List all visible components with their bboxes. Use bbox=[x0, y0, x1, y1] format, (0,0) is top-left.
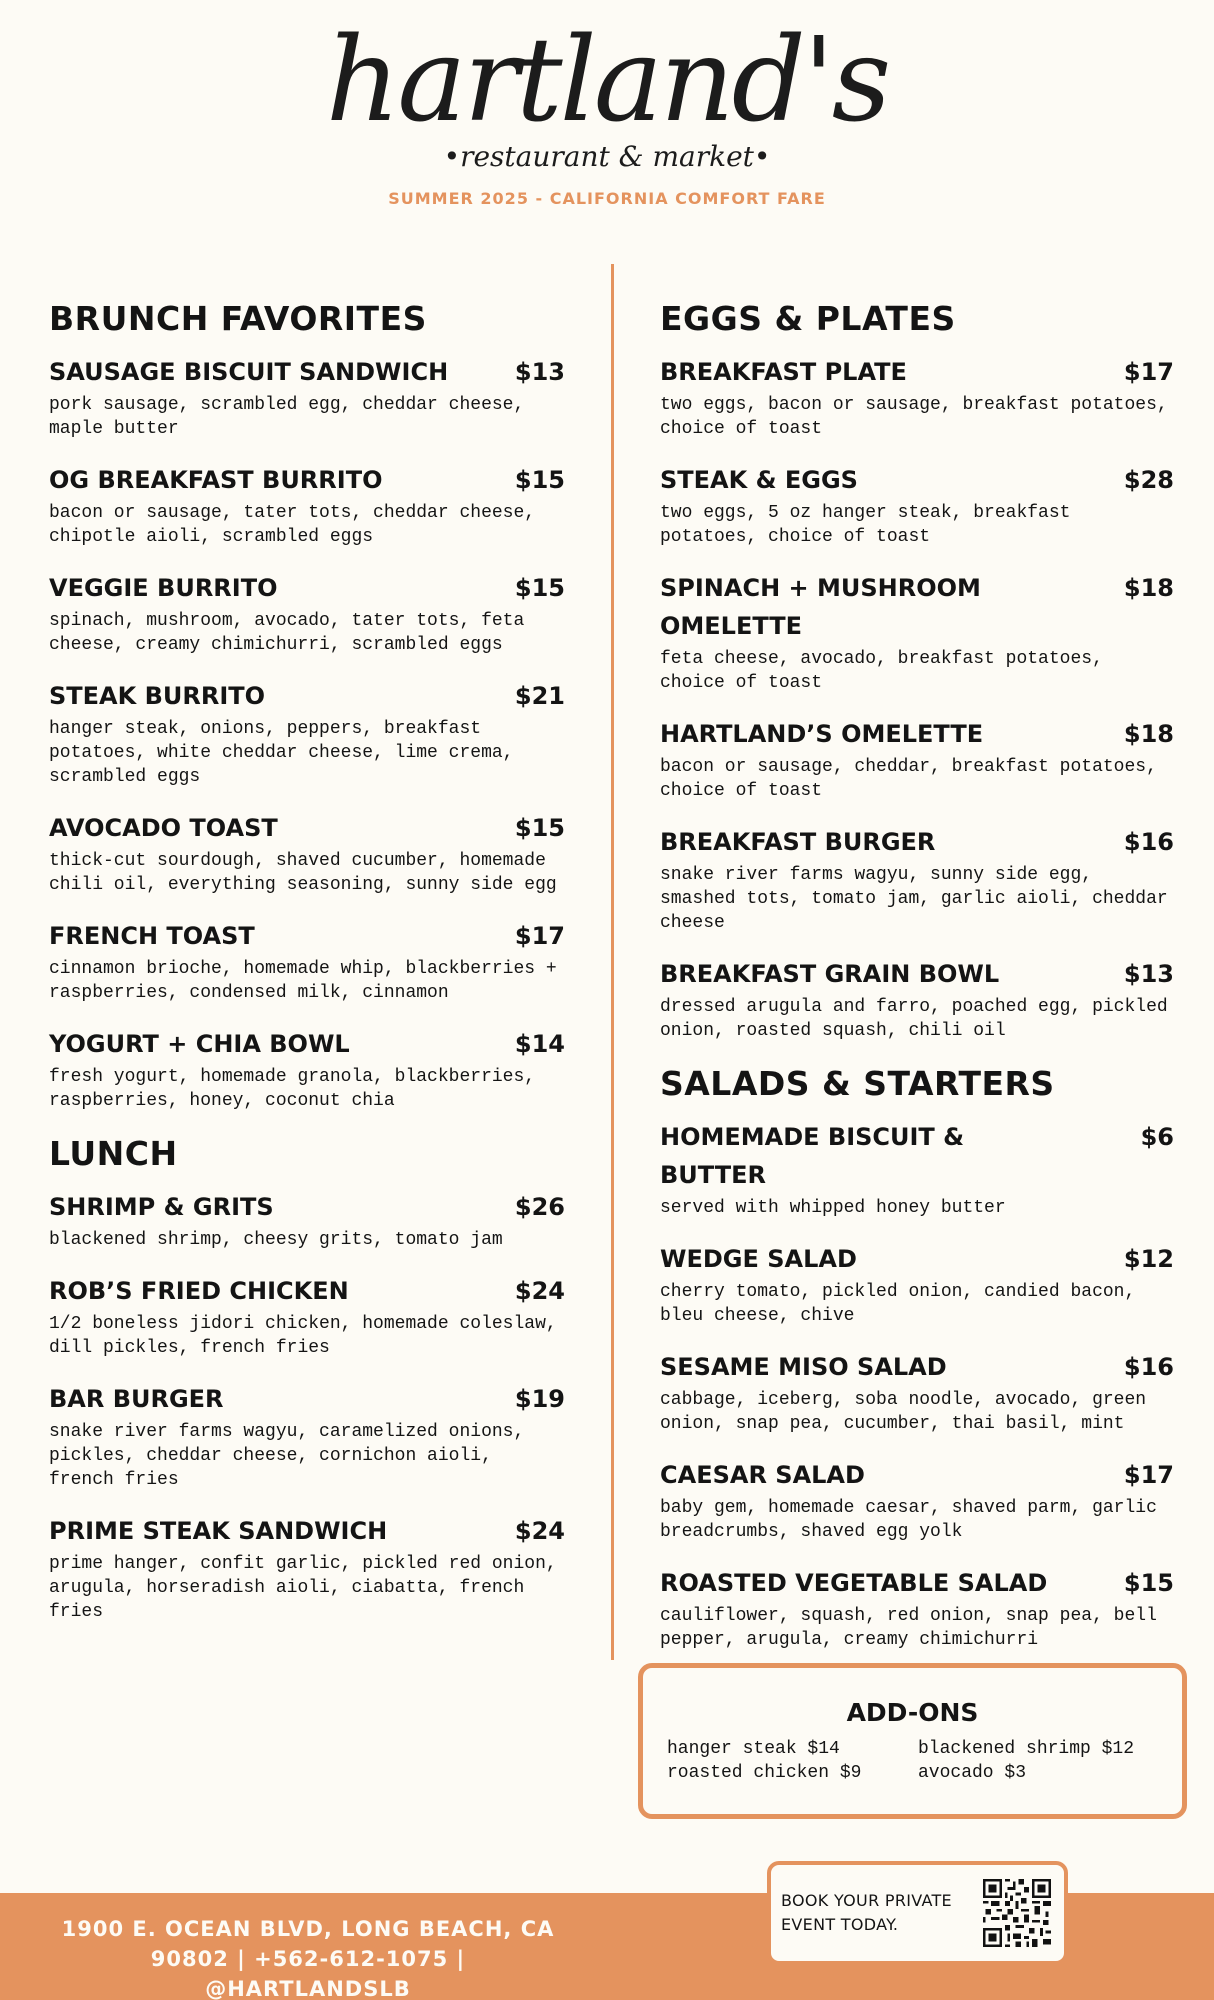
menu-item-header bbox=[660, 1456, 1174, 1494]
section-title-eggs: EGGS & PLATES bbox=[660, 299, 956, 338]
menu-item-price: $21 bbox=[514, 681, 565, 710]
menu-item-description: pork sausage, scrambled egg, cheddar cheese, maple butter bbox=[49, 394, 525, 439]
menu-item-price: $19 bbox=[514, 1384, 565, 1413]
menu-item bbox=[49, 1188, 565, 1252]
menu-item-name: BREAKFAST PLATE bbox=[660, 357, 907, 386]
salads-items bbox=[660, 1118, 1174, 1652]
menu-item-header bbox=[660, 715, 1174, 753]
addons-list bbox=[667, 1737, 1182, 1785]
menu-item-description: cabbage, iceberg, soba noodle, avocado, green onion, snap pea, cucumber, thai basil, mint bbox=[660, 1389, 1147, 1434]
menu-item-description: prime hanger, confit garlic, pickled red onion, arugula, horseradish aioli, ciabatta, french fries bbox=[49, 1553, 557, 1622]
menu-item-name: OG BREAKFAST BURRITO bbox=[49, 465, 383, 494]
section-title-lunch: LUNCH bbox=[49, 1133, 178, 1173]
qr-code-icon[interactable] bbox=[983, 1879, 1051, 1947]
menu-item-description: 1/2 boneless jidori chicken, homemade coleslaw, dill pickles, french fries bbox=[49, 1313, 557, 1358]
menu-item-description: blackened shrimp, cheesy grits, tomato jam bbox=[49, 1229, 503, 1250]
brunch-items bbox=[49, 353, 565, 1113]
menu-item-description: two eggs, bacon or sausage, breakfast potatoes, choice of toast bbox=[660, 394, 1168, 439]
column-divider bbox=[611, 264, 614, 1660]
section-title-brunch: BRUNCH FAVORITES bbox=[49, 299, 427, 338]
menu-item-name: ROB’S FRIED CHICKEN bbox=[49, 1276, 349, 1305]
menu-item bbox=[660, 715, 1174, 803]
menu-item-description: bacon or sausage, tater tots, cheddar cheese, chipotle aioli, scrambled eggs bbox=[49, 502, 536, 547]
brand-header bbox=[0, 13, 1214, 208]
addons-title: ADD-ONS bbox=[846, 1698, 979, 1727]
book-line-2: EVENT TODAY. bbox=[781, 1915, 899, 1934]
menu-item bbox=[49, 461, 565, 549]
menu-item-description: baby gem, homemade caesar, shaved parm, garlic breadcrumbs, shaved egg yolk bbox=[660, 1497, 1157, 1542]
menu-item-name: FRENCH TOAST bbox=[49, 921, 255, 950]
menu-item-price: $18 bbox=[1123, 719, 1174, 748]
menu-item bbox=[660, 569, 1174, 695]
menu-item-description: snake river farms wagyu, sunny side egg, smashed tots, tomato jam, garlic aioli, cheddar cheese bbox=[660, 864, 1168, 933]
right-column bbox=[660, 298, 1174, 1672]
menu-item bbox=[49, 1380, 565, 1492]
menu-item-header bbox=[49, 1380, 565, 1418]
menu-item-name: PRIME STEAK SANDWICH bbox=[49, 1516, 388, 1545]
menu-item-name: BREAKFAST BURGER bbox=[660, 827, 936, 856]
menu-item-description: hanger steak, onions, peppers, breakfast potatoes, white cheddar cheese, lime crema, scrambled eggs bbox=[49, 718, 514, 787]
lunch-items bbox=[49, 1188, 565, 1624]
menu-item bbox=[660, 353, 1174, 441]
menu-item bbox=[49, 353, 565, 441]
menu-item bbox=[660, 1348, 1174, 1436]
menu-item-price: $26 bbox=[514, 1192, 565, 1221]
menu-item-name: STEAK BURRITO bbox=[49, 681, 266, 710]
private-event-text bbox=[781, 1889, 971, 1937]
menu-item-price: $6 bbox=[1140, 1122, 1174, 1151]
menu-item bbox=[660, 1456, 1174, 1544]
menu-item-header bbox=[660, 1564, 1174, 1602]
menu-item-price: $12 bbox=[1123, 1244, 1174, 1273]
menu-item-price: $24 bbox=[514, 1276, 565, 1305]
menu-item-header bbox=[660, 1118, 1174, 1194]
menu-item-header bbox=[49, 1272, 565, 1310]
menu-item-price: $15 bbox=[514, 573, 565, 602]
menu-item-header bbox=[660, 461, 1174, 499]
menu-item-description: served with whipped honey butter bbox=[660, 1197, 1006, 1218]
eggs-items bbox=[660, 353, 1174, 1043]
menu-item-description: dressed arugula and farro, poached egg, pickled onion, roasted squash, chili oil bbox=[660, 996, 1168, 1041]
menu-item bbox=[49, 1272, 565, 1360]
menu-item bbox=[49, 917, 565, 1005]
menu-item bbox=[660, 823, 1174, 935]
menu-item-header bbox=[49, 1188, 565, 1226]
menu-item-header bbox=[49, 1025, 565, 1063]
menu-item-description: two eggs, 5 oz hanger steak, breakfast potatoes, choice of toast bbox=[660, 502, 1071, 547]
menu-item-price: $13 bbox=[1123, 959, 1174, 988]
menu-item-header bbox=[660, 353, 1174, 391]
menu-item-price: $18 bbox=[1123, 573, 1174, 602]
menu-item-description: cinnamon brioche, homemade whip, blackberries + raspberries, condensed milk, cinnamon bbox=[49, 958, 557, 1003]
menu-item-header bbox=[660, 1240, 1174, 1278]
menu-item-header bbox=[660, 569, 1174, 645]
menu-item-description: fresh yogurt, homemade granola, blackberries, raspberries, honey, coconut chia bbox=[49, 1066, 536, 1111]
menu-item-price: $15 bbox=[1123, 1568, 1174, 1597]
menu-item bbox=[49, 569, 565, 657]
left-column bbox=[49, 298, 565, 1644]
menu-item-price: $15 bbox=[514, 465, 565, 494]
menu-item-description: cherry tomato, pickled onion, candied bacon, bleu cheese, chive bbox=[660, 1281, 1136, 1326]
menu-item-name: ROASTED VEGETABLE SALAD bbox=[660, 1568, 1048, 1597]
menu-item-name: CAESAR SALAD bbox=[660, 1460, 865, 1489]
tagline: SUMMER 2025 - CALIFORNIA COMFORT FARE bbox=[388, 188, 826, 208]
menu-item-header bbox=[49, 353, 565, 391]
menu-item-header bbox=[49, 677, 565, 715]
menu-item bbox=[660, 1564, 1174, 1652]
menu-item bbox=[49, 809, 565, 897]
menu-item-name: BREAKFAST GRAIN BOWL bbox=[660, 959, 1000, 988]
menu-item-price: $17 bbox=[1123, 1460, 1174, 1489]
menu-item-price: $17 bbox=[514, 921, 565, 950]
menu-item-description: snake river farms wagyu, caramelized onions, pickles, cheddar cheese, cornichon aioli, french fries bbox=[49, 1421, 525, 1490]
menu-item-name: STEAK & EGGS bbox=[660, 465, 858, 494]
menu-item-header bbox=[660, 955, 1174, 993]
menu-item bbox=[660, 1118, 1174, 1220]
menu-item-price: $28 bbox=[1123, 465, 1174, 494]
menu-item-price: $17 bbox=[1123, 357, 1174, 386]
menu-item bbox=[660, 1240, 1174, 1328]
menu-item-name: SAUSAGE BISCUIT SANDWICH bbox=[49, 357, 449, 386]
menu-item bbox=[660, 955, 1174, 1043]
menu-item-name: AVOCADO TOAST bbox=[49, 813, 278, 842]
menu-item-header bbox=[660, 823, 1174, 861]
menu-item-header bbox=[49, 1512, 565, 1550]
addon-item: avocado $3 bbox=[918, 1763, 1027, 1783]
menu-item-price: $16 bbox=[1123, 827, 1174, 856]
menu-item-price: $14 bbox=[514, 1029, 565, 1058]
menu-item-header bbox=[49, 809, 565, 847]
address-block bbox=[48, 1914, 568, 2000]
menu-item-price: $24 bbox=[514, 1516, 565, 1545]
addons-box bbox=[638, 1663, 1187, 1819]
menu-item-price: $13 bbox=[514, 357, 565, 386]
addon-item: blackened shrimp $12 bbox=[918, 1739, 1135, 1759]
menu-item-name: YOGURT + CHIA BOWL bbox=[49, 1029, 350, 1058]
menu-item-description: cauliflower, squash, red onion, snap pea, bell pepper, arugula, creamy chimichurri bbox=[660, 1605, 1157, 1650]
menu-item-name: VEGGIE BURRITO bbox=[49, 573, 278, 602]
menu-item-description: bacon or sausage, cheddar, breakfast potatoes, choice of toast bbox=[660, 756, 1157, 801]
address-line-2: 90802 | +562-612-1075 | @HARTLANDSLB bbox=[150, 1947, 466, 2000]
menu-item-description: thick-cut sourdough, shaved cucumber, homemade chili oil, everything seasoning, sunny side egg bbox=[49, 850, 557, 895]
menu-item bbox=[49, 677, 565, 789]
menu-item-header bbox=[49, 461, 565, 499]
menu-item-name: SPINACH + MUSHROOM OMELETTE bbox=[660, 573, 981, 640]
menu-item bbox=[49, 1025, 565, 1113]
menu-item-name: SHRIMP & GRITS bbox=[49, 1192, 274, 1221]
section-title-salads: SALADS & STARTERS bbox=[660, 1063, 1055, 1103]
menu-item bbox=[49, 1512, 565, 1624]
menu-item-name: BAR BURGER bbox=[49, 1384, 224, 1413]
menu-item-name: HARTLAND’S OMELETTE bbox=[660, 719, 984, 748]
menu-item-description: feta cheese, avocado, breakfast potatoes, choice of toast bbox=[660, 648, 1103, 693]
addon-item: roasted chicken $9 bbox=[667, 1763, 862, 1783]
menu-item bbox=[660, 461, 1174, 549]
addon-item: hanger steak $14 bbox=[667, 1739, 840, 1759]
menu-item-name: HOMEMADE BISCUIT & BUTTER bbox=[660, 1122, 965, 1189]
book-line-1: BOOK YOUR PRIVATE bbox=[781, 1891, 952, 1910]
menu-item-name: WEDGE SALAD bbox=[660, 1244, 857, 1273]
menu-item-description: spinach, mushroom, avocado, tater tots, feta cheese, creamy chimichurri, scrambled eggs bbox=[49, 610, 525, 655]
menu-item-header bbox=[660, 1348, 1174, 1386]
logo-subtitle: •restaurant & market• bbox=[443, 139, 771, 173]
menu-item-price: $16 bbox=[1123, 1352, 1174, 1381]
address-line-1: 1900 E. OCEAN BLVD, LONG BEACH, CA bbox=[61, 1917, 555, 1941]
menu-item-header bbox=[49, 569, 565, 607]
logo: hartland's bbox=[325, 13, 889, 148]
private-event-card[interactable] bbox=[767, 1861, 1068, 1965]
menu-item-name: SESAME MISO SALAD bbox=[660, 1352, 947, 1381]
menu-item-price: $15 bbox=[514, 813, 565, 842]
menu-item-header bbox=[49, 917, 565, 955]
